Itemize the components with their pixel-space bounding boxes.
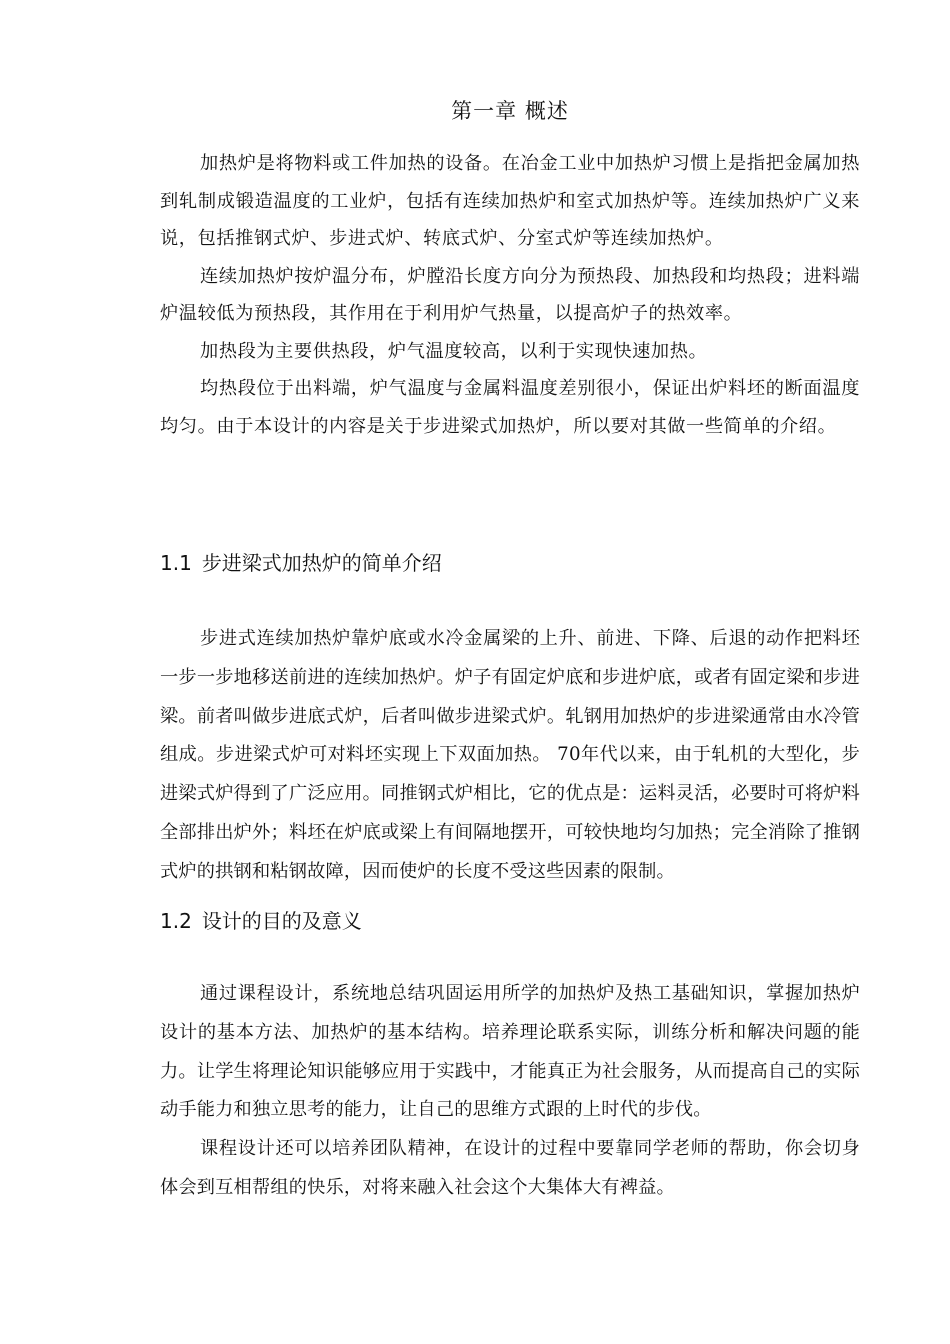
section-1-1-body <box>160 620 860 892</box>
paragraph: 课程设计还可以培养团队精神，在设计的过程中要靠同学老师的帮助，你会切身体会到互相帮组的快乐，对将来融入社会这个大集体大有裨益。 <box>160 1138 860 1198</box>
section-number: 1.1 <box>160 551 192 575</box>
section-title: 步进梁式加热炉的简单介绍 <box>201 551 442 575</box>
section-number: 1.2 <box>160 909 192 933</box>
section-1-2-body <box>160 975 860 1208</box>
section-title: 设计的目的及意义 <box>201 909 362 933</box>
chapter-title: 第一章 概述 <box>451 99 569 123</box>
section-heading-1-1 <box>160 548 442 578</box>
paragraph: 加热炉是将物料或工件加热的设备。在冶金工业中加热炉习惯上是指把金属加热到轧制成锻造温度的工业炉，包括有连续加热炉和室式加热炉等。连续加热炉广义来说，包括推钢式炉、步进式炉、转底式炉、分室式炉等连续加热炉。 <box>160 153 860 249</box>
paragraph: 加热段为主要供热段，炉气温度较高，以利于实现快速加热。 <box>200 340 708 362</box>
paragraph: 连续加热炉按炉温分布，炉膛沿长度方向分为预热段、加热段和均热段；进料端炉温较低为预热段，其作用在于利用炉气热量，以提高炉子的热效率。 <box>160 265 860 324</box>
section-heading-1-2 <box>160 906 362 936</box>
chapter-body <box>160 145 860 445</box>
paragraph: 通过课程设计，系统地总结巩固运用所学的加热炉及热工基础知识，掌握加热炉设计的基本方法、加热炉的基本结构。培养理论联系实际，训练分析和解决问题的能力。让学生将理论知识能够应用于实践中，才能真正为社会服务，从而提高自己的实际动手能力和独立思考的能力，让自己的思维方式跟的上时代的步伐。 <box>160 983 860 1121</box>
paragraph: 均热段位于出料端，炉气温度与金属料温度差别很小，保证出炉料坯的断面温度均匀。由于本设计的内容是关于步进梁式加热炉，所以要对其做一些简单的介绍。 <box>160 378 860 437</box>
paragraph: 步进式连续加热炉靠炉底或水冷金属梁的上升、前进、下降、后退的动作把料坯一步一步地移送前进的连续加热炉。炉子有固定炉底和步进炉底，或者有固定梁和步进梁。前者叫做步进底式炉，后者叫做步进梁式炉。轧钢用加热炉的步进梁通常由水冷管组成。步进梁式炉可对料坯实现上下双面加热。 70年代以来，由于轧机的大型化，步进梁式炉得到了广泛应用。同推钢式炉相比，它的优点是：运料灵活，必要时可将炉料全部排出炉外；料坯在炉底或梁上有间隔地摆开，可较快地均匀加热；完全消除了推钢式炉的拱钢和粘钢故障，因而使炉的长度不受这些因素的限制。 <box>160 628 860 882</box>
